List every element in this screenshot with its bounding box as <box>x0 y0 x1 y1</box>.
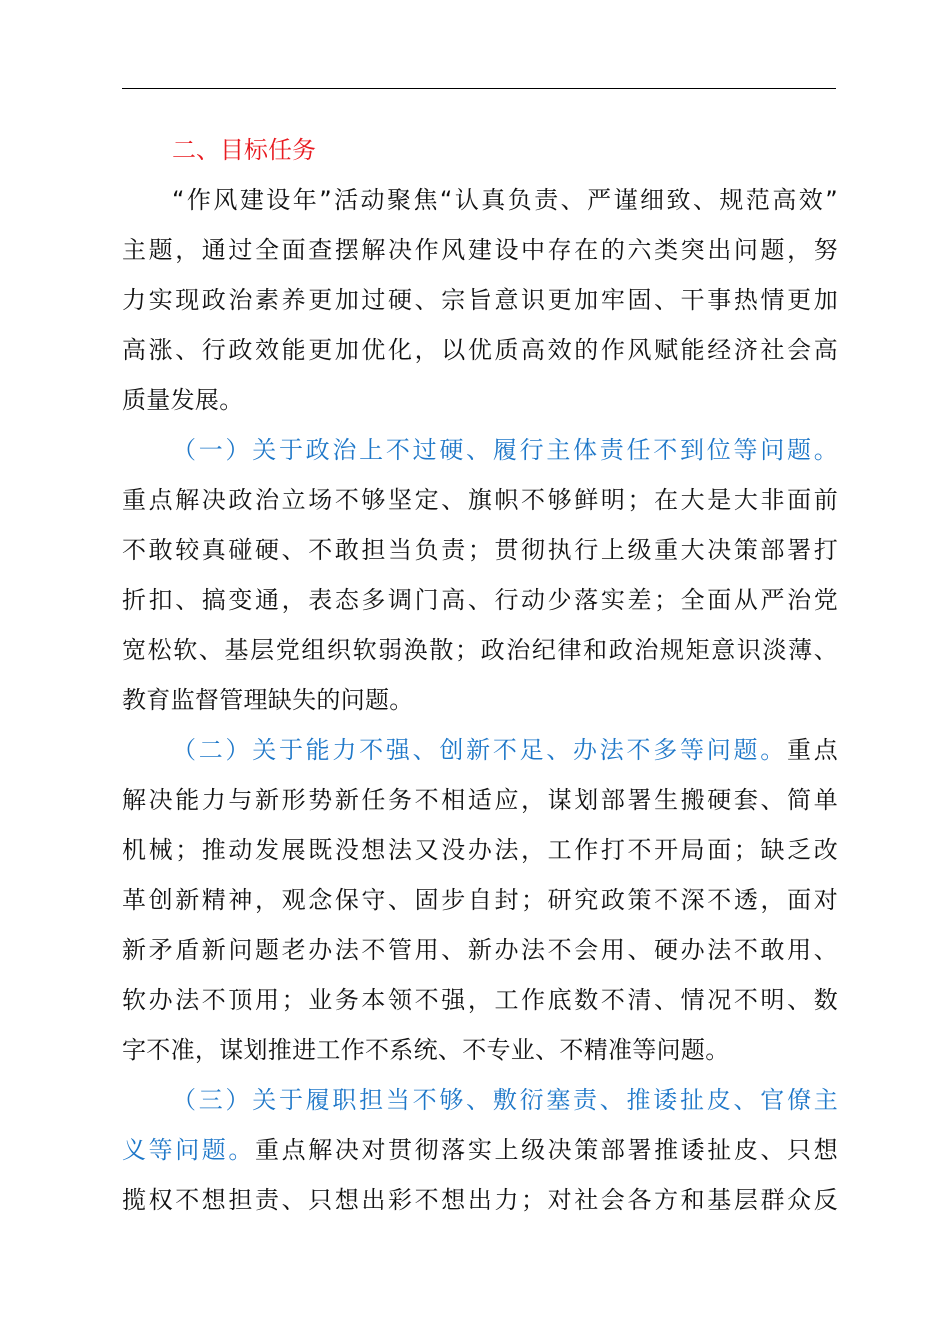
intro-line: 主题，通过全面查摆解决作风建设中存在的六类突出问题，努 <box>122 236 838 264</box>
item1-line: 宽松软、基层党组织软弱涣散；政治纪律和政治规矩意识淡薄、 <box>122 636 838 664</box>
item1-line: 教育监督管理缺失的问题。 <box>122 686 414 714</box>
item1-line: 折扣、搞变通，表态多调门高、行动少落实差；全面从严治党 <box>122 586 838 614</box>
item2-line: 机械；推动发展既没想法又没办法，工作打不开局面；缺乏改 <box>122 836 838 864</box>
item2-line: 新矛盾新问题老办法不管用、新办法不会用、硬办法不敢用、 <box>122 936 838 964</box>
item2-line: 软办法不顶用；业务本领不强，工作底数不清、情况不明、数 <box>122 986 838 1014</box>
item3-line: 揽权不想担责、只想出彩不想出力；对社会各方和基层群众反 <box>122 1186 838 1214</box>
intro-line: 质量发展。 <box>122 386 244 414</box>
item1-line: 不敢较真碰硬、不敢担当负责；贯彻执行上级重大决策部署打 <box>122 536 838 564</box>
item3-title-line2: 义等问题。 <box>122 1136 256 1164</box>
intro-line: 高涨、行政效能更加优化，以优质高效的作风赋能经济社会高 <box>122 336 838 364</box>
item3-second-rest: 重点解决对贯彻落实上级决策部署推诿扯皮、只想 <box>255 1136 839 1164</box>
intro-line: 力实现政治素养更加过硬、宗旨意识更加牢固、干事热情更加 <box>122 286 838 314</box>
intro-line: “作风建设年”活动聚焦“认真负责、严谨细致、规范高效” <box>172 186 838 214</box>
item1-title: （一）关于政治上不过硬、履行主体责任不到位等问题。 <box>172 436 838 464</box>
item2-line: 革创新精神，观念保守、固步自封；研究政策不深不透，面对 <box>122 886 838 914</box>
section-title: 二、目标任务 <box>172 136 316 164</box>
item2-first-line <box>122 725 838 775</box>
item3-second-line <box>122 1125 838 1175</box>
item2-first-rest: 重点 <box>786 736 838 764</box>
item2-line: 解决能力与新形势新任务不相适应，谋划部署生搬硬套、简单 <box>122 786 838 814</box>
item1-line: 重点解决政治立场不够坚定、旗帜不够鲜明；在大是大非面前 <box>122 486 838 514</box>
item2-title: （二）关于能力不强、创新不足、办法不多等问题。 <box>172 736 787 764</box>
item3-title-line1: （三）关于履职担当不够、敷衍塞责、推诿扯皮、官僚主 <box>172 1086 838 1114</box>
document-body <box>122 125 838 1225</box>
item2-line: 字不准，谋划推进工作不系统、不专业、不精准等问题。 <box>122 1036 730 1064</box>
header-rule <box>122 88 836 89</box>
